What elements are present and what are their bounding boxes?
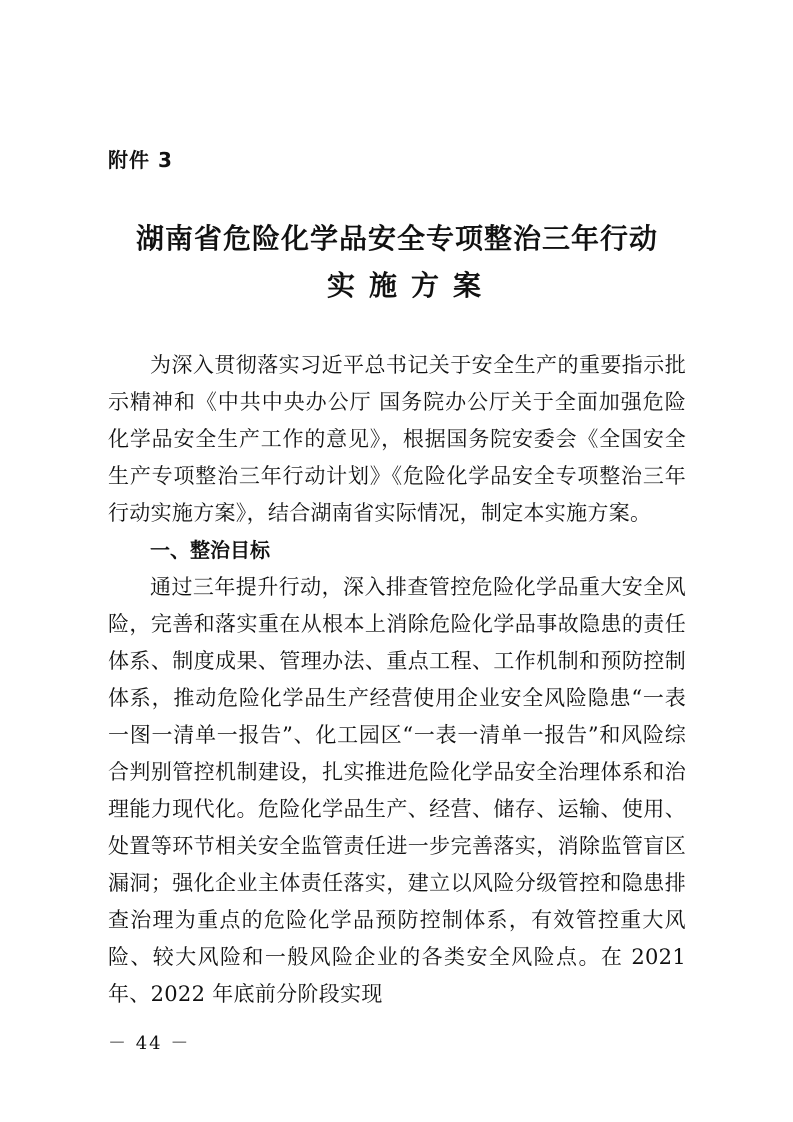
- document-title-line-1: 湖南省危险化学品安全专项整治三年行动: [135, 222, 658, 255]
- intro-paragraph: 为深入贯彻落实习近平总书记关于安全生产的重要指示批示精神和《中共中央办公厅 国务院办公厅关于全面加强危险化学品安全生产工作的意见》，根据国务院安委会《全国安全生产专项整治三年行动计划》《危险化学品安全专项整治三年行动实施方案》，结合湖南省实际情况，制定本实施方案。: [108, 353, 686, 525]
- document-title-line-2: 实施方案: [326, 269, 495, 302]
- section-heading-goals: 一、整治目标: [150, 538, 270, 562]
- attachment-label: 附件 3: [108, 148, 173, 172]
- goals-paragraph: 通过三年提升行动，深入排查管控危险化学品重大安全风险，完善和落实重在从根本上消除危险化学品事故隐患的责任体系、制度成果、管理办法、重点工程、工作机制和预防控制体系，推动危险化学品生产经营使用企业安全风险隐患“一表一图一清单一报告”、化工园区“一表一清单一报告”和风险综合判别管控机制建设，扎实推进危险化学品安全治理体系和治理能力现代化。危险化学品生产、经营、储存、运输、使用、处置等环节相关安全监管责任进一步完善落实，消除监管盲区漏洞；强化企业主体责任落实，建立以风险分级管控和隐患排查治理为重点的危险化学品预防控制体系，有效管控重大风险、较大风险和一般风险企业的各类安全风险点。在 2021 年、2022 年底前分阶段实现: [108, 575, 686, 1006]
- page-number: － 44 －: [108, 1033, 191, 1054]
- document-body: [108, 347, 686, 1013]
